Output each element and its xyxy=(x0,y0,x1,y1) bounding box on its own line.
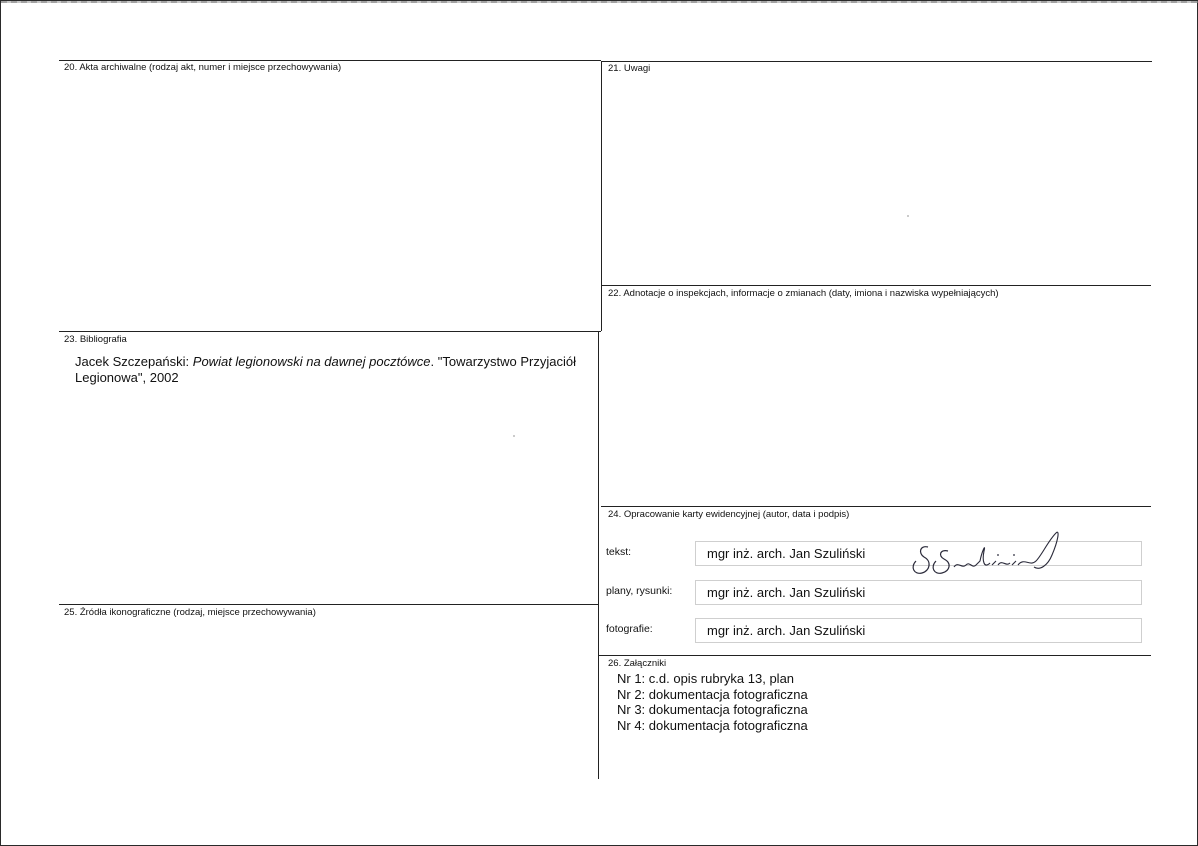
attachment-item: Nr 3: dokumentacja fotograficzna xyxy=(617,702,808,717)
section-24-rule xyxy=(601,506,1151,507)
text-author-field: mgr inż. arch. Jan Szuliński xyxy=(695,541,1142,566)
section-21-rule xyxy=(601,61,1152,62)
section-22-label: 22. Adnotacje o inspekcjach, informacje o zmianach (daty, imiona i nazwiska wypełniających) xyxy=(608,288,999,299)
section-23-label: 23. Bibliografia xyxy=(64,334,127,345)
scan-speck xyxy=(907,215,909,217)
section-20-rule xyxy=(59,60,601,61)
text-author-label: tekst: xyxy=(606,546,632,558)
section-23-rule xyxy=(59,331,601,332)
author-signature xyxy=(906,521,1066,583)
section-26-label: 26. Załączniki xyxy=(608,658,667,669)
drawings-author-label: plany, rysunki: xyxy=(606,585,673,597)
section-25-label: 25. Źródła ikonograficzne (rodzaj, miejsce przechowywania) xyxy=(64,607,316,618)
column-divider-lower xyxy=(598,331,599,779)
section-22-rule xyxy=(601,285,1151,286)
attachment-item: Nr 2: dokumentacja fotograficzna xyxy=(617,686,808,702)
section-21-label: 21. Uwagi xyxy=(608,63,651,74)
bibliography-title: Powiat legionowski na dawnej pocztówce xyxy=(192,354,431,369)
photos-author-field: mgr inż. arch. Jan Szuliński xyxy=(695,618,1142,643)
section-24-label: 24. Opracowanie karty ewidencyjnej (autor, data i podpis) xyxy=(608,509,850,520)
section-25-rule xyxy=(59,604,598,605)
scan-speck xyxy=(513,435,515,437)
page-top-edge xyxy=(1,1,1198,3)
section-26-rule xyxy=(598,655,1151,656)
attachment-item: Nr 1: c.d. opis rubryka 13, plan xyxy=(617,671,795,686)
attachment-item: Nr 4: dokumentacja fotograficzna xyxy=(617,717,808,733)
bibliography-publisher: . "Towarzystwo Przyjaciół Legionowa", 2002 xyxy=(75,354,577,385)
section-20-label: 20. Akta archiwalne (rodzaj akt, numer i miejsce przechowywania) xyxy=(64,62,342,73)
photos-author-label: fotografie: xyxy=(606,623,653,635)
column-divider xyxy=(601,61,602,331)
attachments-list xyxy=(617,671,808,733)
bibliography-author: Jacek Szczepański: xyxy=(75,354,193,369)
drawings-author-field: mgr inż. arch. Jan Szuliński xyxy=(695,580,1142,605)
bibliography-entry xyxy=(75,354,595,386)
